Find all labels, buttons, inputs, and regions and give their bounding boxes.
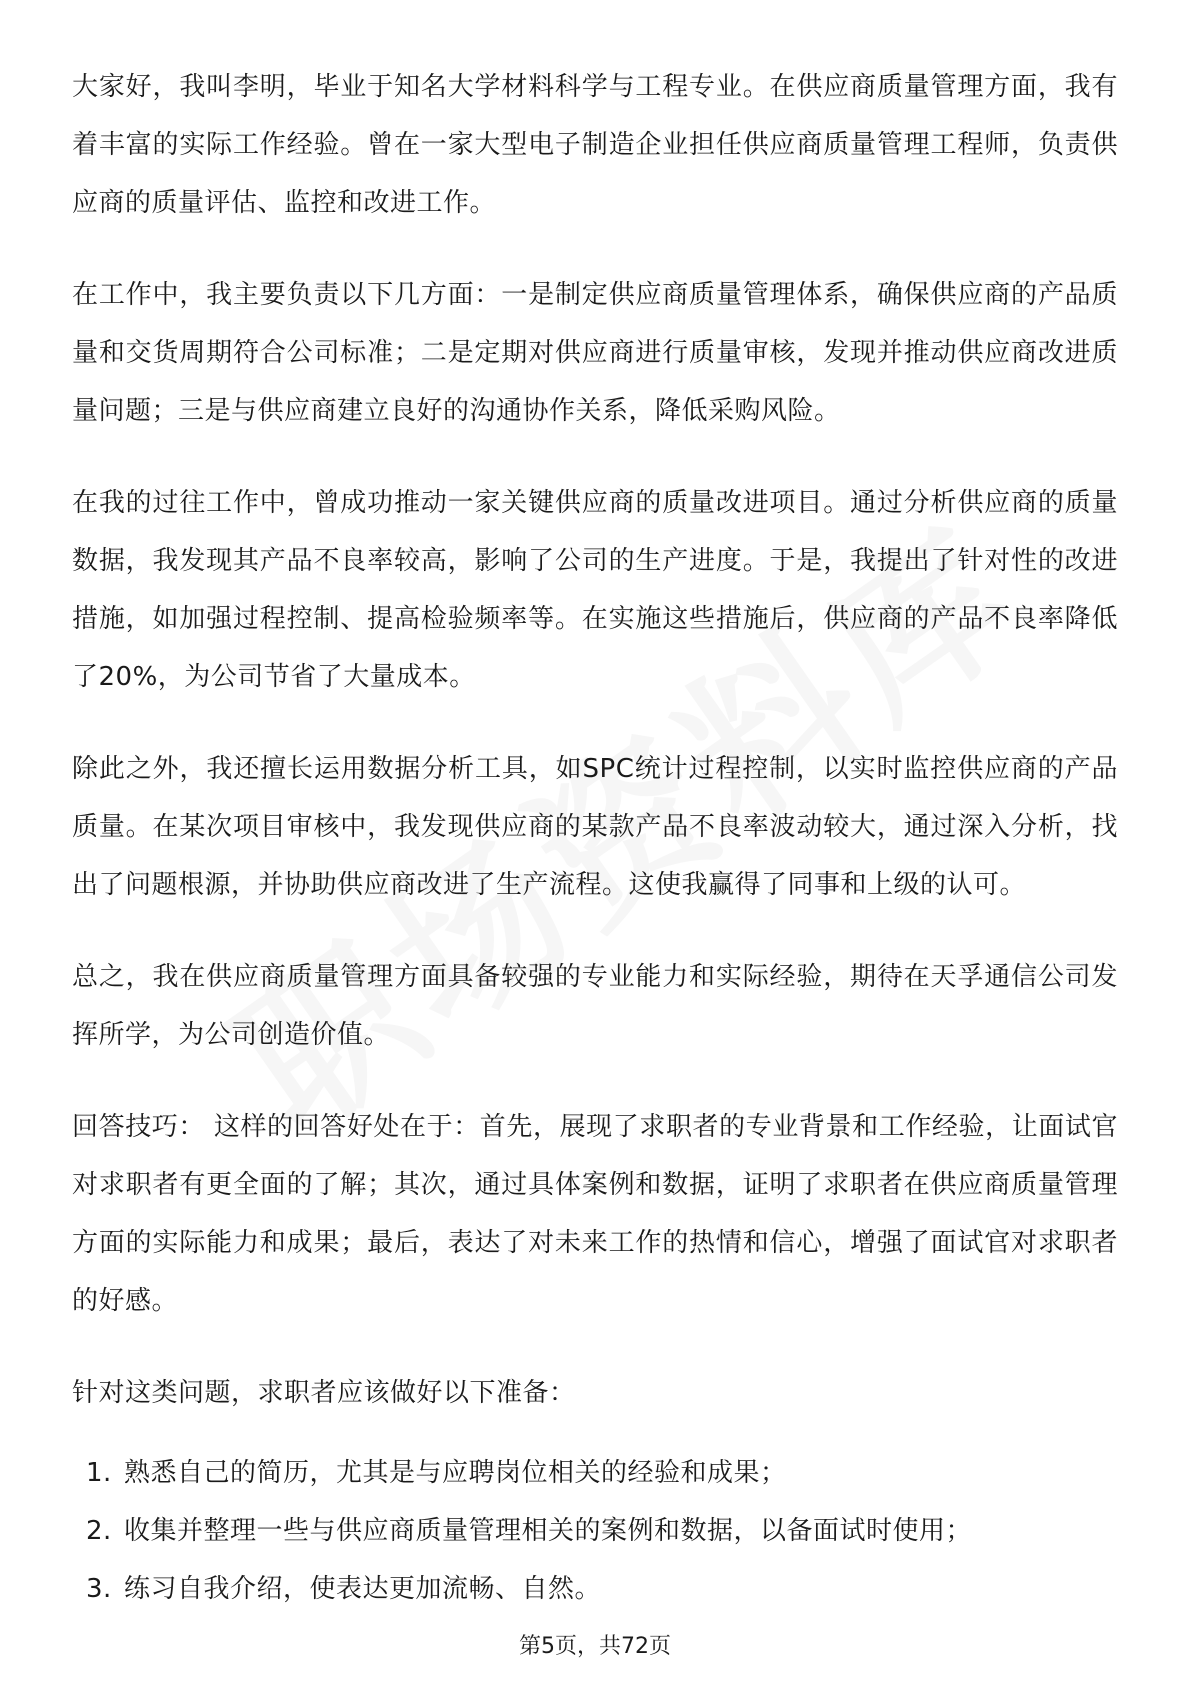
paragraph-data-analysis: 除此之外，我还擅长运用数据分析工具，如SPC统计过程控制，以实时监控供应商的产品质量。在某次项目审核中，我发现供应商的某款产品不良率波动较大，通过深入分析，找出了问题根源，并协助供应商改进了生产流程。这使我赢得了同事和上级的认可。 — [72, 754, 1118, 900]
list-item-number: 3. — [86, 1574, 112, 1604]
paragraph-project-case: 在我的过往工作中，曾成功推动一家关键供应商的质量改进项目。通过分析供应商的质量数据，我发现其产品不良率较高，影响了公司的生产进度。于是，我提出了针对性的改进措施，如加强过程控制、提高检验频率等。在实施这些措施后，供应商的产品不良率降低了20%，为公司节省了大量成本。 — [72, 488, 1118, 692]
page-footer: 第5页，共72页 — [519, 1634, 671, 1659]
paragraph-responsibilities: 在工作中，我主要负责以下几方面：一是制定供应商质量管理体系，确保供应商的产品质量和交货周期符合公司标准；二是定期对供应商进行质量审核，发现并推动供应商改进质量问题；三是与供应商建立良好的沟通协作关系，降低采购风险。 — [72, 280, 1118, 426]
paragraph-summary: 总之，我在供应商质量管理方面具备较强的专业能力和实际经验，期待在天孚通信公司发挥所学，为公司创造价值。 — [72, 962, 1118, 1050]
list-item — [72, 1502, 1118, 1560]
preparation-list — [72, 1444, 1118, 1618]
list-item-text: 练习自我介绍，使表达更加流畅、自然。 — [124, 1574, 602, 1604]
list-item-number: 1. — [86, 1458, 112, 1488]
list-item-number: 2. — [86, 1516, 112, 1546]
list-item-text: 熟悉自己的简历，尤其是与应聘岗位相关的经验和成果； — [124, 1458, 787, 1488]
paragraph-intro: 大家好，我叫李明，毕业于知名大学材料科学与工程专业。在供应商质量管理方面，我有着丰富的实际工作经验。曾在一家大型电子制造企业担任供应商质量管理工程师，负责供应商的质量评估、监控和改进工作。 — [72, 72, 1118, 218]
paragraph-preparation-intro: 针对这类问题，求职者应该做好以下准备： — [72, 1378, 576, 1408]
list-item — [72, 1560, 1118, 1618]
list-item-text: 收集并整理一些与供应商质量管理相关的案例和数据，以备面试时使用； — [124, 1516, 973, 1546]
list-item — [72, 1444, 1118, 1502]
document-body — [72, 58, 1118, 1618]
paragraph-answer-tips: 回答技巧： 这样的回答好处在于：首先，展现了求职者的专业背景和工作经验，让面试官对求职者有更全面的了解；其次，通过具体案例和数据，证明了求职者在供应商质量管理方面的实际能力和成果；最后，表达了对未来工作的热情和信心，增强了面试官对求职者的好感。 — [72, 1112, 1118, 1316]
